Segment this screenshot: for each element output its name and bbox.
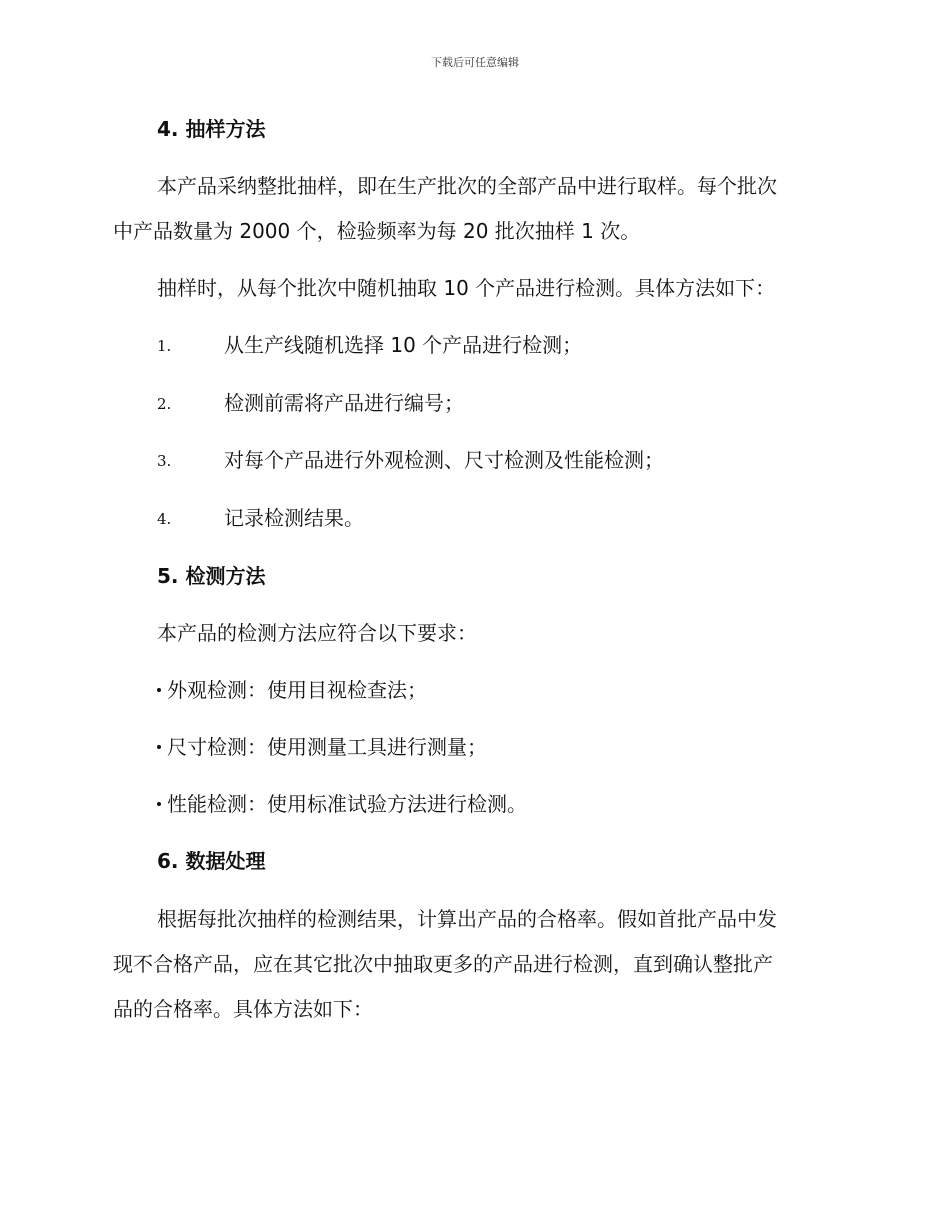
section-4-heading: 4. 抽样方法 [157, 117, 266, 141]
section-6-paragraph-line-3: 品的合格率。具体方法如下： [113, 997, 373, 1021]
bullet-dot-icon [157, 802, 161, 806]
list-item-number: 4. [157, 510, 172, 528]
section-5-heading: 5. 检测方法 [157, 564, 266, 588]
section-6-heading: 6. 数据处理 [157, 849, 266, 873]
list-item-number: 3. [157, 452, 172, 470]
section-4-paragraph-2: 抽样时，从每个批次中随机抽取 10 个产品进行检测。具体方法如下： [157, 276, 776, 300]
list-item-text: 记录检测结果。 [224, 506, 364, 530]
section-4-paragraph-1-line-1: 本产品采纳整批抽样，即在生产批次的全部产品中进行取样。每个批次 [157, 174, 777, 198]
list-item-text: 对每个产品进行外观检测、尺寸检测及性能检测； [224, 448, 664, 472]
section-6-paragraph-line-2: 现不合格产品，应在其它批次中抽取更多的产品进行检测，直到确认整批产 [113, 952, 773, 976]
list-item-number: 1. [157, 337, 172, 355]
bullet-item-text: 尺寸检测：使用测量工具进行测量； [167, 735, 487, 759]
list-item-number: 2. [157, 395, 172, 413]
list-item-text: 检测前需将产品进行编号； [224, 391, 464, 415]
list-item-text: 从生产线随机选择 10 个产品进行检测； [224, 333, 583, 357]
section-5-intro: 本产品的检测方法应符合以下要求： [157, 621, 477, 645]
bullet-item [157, 733, 487, 761]
bullet-item [157, 790, 527, 818]
bullet-dot-icon [157, 745, 161, 749]
bullet-item [157, 676, 427, 704]
section-4-paragraph-1-line-2: 中产品数量为 2000 个，检验频率为每 20 批次抽样 1 次。 [113, 219, 641, 243]
page-header: 下载后可任意编辑 [431, 56, 519, 69]
bullet-dot-icon [157, 688, 161, 692]
bullet-item-text: 外观检测：使用目视检查法； [167, 678, 427, 702]
section-6-paragraph-line-1: 根据每批次抽样的检测结果，计算出产品的合格率。假如首批产品中发 [157, 907, 777, 931]
bullet-item-text: 性能检测：使用标准试验方法进行检测。 [167, 792, 527, 816]
